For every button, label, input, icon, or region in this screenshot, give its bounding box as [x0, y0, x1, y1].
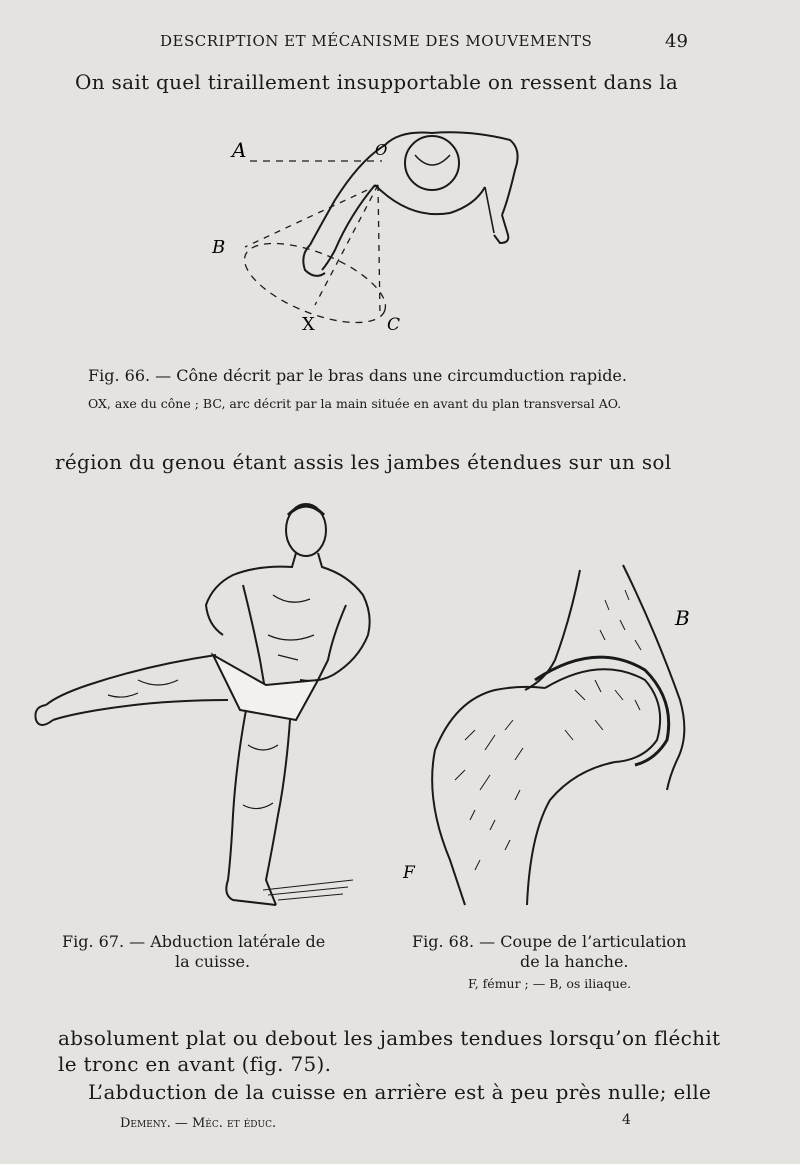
running-title: DESCRIPTION ET MÉCANISME DES MOUVEMENTS	[160, 32, 593, 50]
label-c: C	[387, 315, 401, 335]
body-text-line-1: On sait quel tiraillement insupportable on ressent dans la	[75, 70, 679, 94]
figure-66-illustration	[210, 125, 530, 340]
raised-leg-muscles	[108, 680, 178, 697]
femoral-head	[545, 669, 660, 762]
femur-shaft-left	[432, 750, 465, 905]
figure-66-legend: OX, axe du cône ; BC, arc décrit par la main située en avant du plan transversal AO.	[88, 396, 622, 411]
man-hair	[288, 506, 324, 515]
hanging-arm	[485, 187, 494, 233]
cone-axis-ox	[315, 185, 378, 305]
figure-67-caption-line-2: la cuisse.	[175, 952, 251, 971]
shorts	[213, 655, 318, 720]
body-text-line-3: absolument plat ou debout les jambes tendues lorsqu’on fléchit	[58, 1026, 721, 1050]
torso-muscles	[268, 595, 314, 660]
standing-leg-right	[266, 720, 290, 905]
label-b: B	[212, 237, 226, 258]
iliac-inner-edge	[525, 570, 580, 690]
femur-shaft-right	[527, 762, 615, 905]
arm-cone-drawing	[210, 125, 530, 340]
hip-joint-drawing	[395, 560, 715, 910]
body-text-line-4: le tronc en avant (fig. 75).	[58, 1052, 332, 1076]
label-o: O	[375, 141, 388, 159]
figure-67-caption: Fig. 67. — Abduction latérale de	[62, 932, 326, 951]
label-a: A	[232, 138, 247, 162]
body-text-line-5: L’abduction de la cuisse en arrière est à peu près nulle; elle	[88, 1080, 712, 1104]
hanging-hand	[494, 215, 508, 243]
moving-hand	[303, 245, 325, 276]
ground-shading	[263, 880, 353, 900]
standing-leg-muscles	[243, 745, 278, 809]
raised-foot	[35, 705, 53, 725]
right-shoulder-arm	[300, 553, 370, 681]
figure-68-caption: Fig. 68. — Coupe de l’articulation	[412, 932, 687, 951]
cone-base-arc	[234, 227, 396, 339]
cone-axis-oc	[378, 185, 380, 315]
figure-68-legend: F, fémur ; — B, os iliaque.	[468, 976, 632, 991]
figure-66-caption: Fig. 66. — Cône décrit par le bras dans une circumduction rapide.	[88, 366, 627, 385]
bone-texture	[455, 590, 641, 870]
abduction-figure-drawing	[28, 495, 388, 915]
footer-author: Demeny. — Méc. et éduc.	[120, 1116, 277, 1131]
figure-68-caption-line-2: de la hanche.	[520, 952, 629, 971]
label-x: X	[302, 314, 315, 335]
cone-edge-ob	[245, 185, 378, 247]
femur-neck-top	[435, 687, 545, 750]
body-text-line-2: région du genou étant assis les jambes étendues sur un sol	[55, 450, 672, 474]
figure-67-illustration	[28, 495, 388, 915]
figure-68-illustration	[395, 560, 715, 910]
moving-arm-upper	[310, 145, 385, 245]
page-number: 49	[665, 31, 688, 52]
label-f-femur: F	[403, 863, 415, 883]
raised-leg-bottom	[53, 700, 228, 720]
hair-detail	[415, 155, 450, 165]
label-b-iliac: B	[675, 606, 690, 630]
raised-leg-top	[46, 655, 216, 705]
footer-signature: 4	[622, 1112, 631, 1128]
head-outline	[405, 136, 459, 190]
